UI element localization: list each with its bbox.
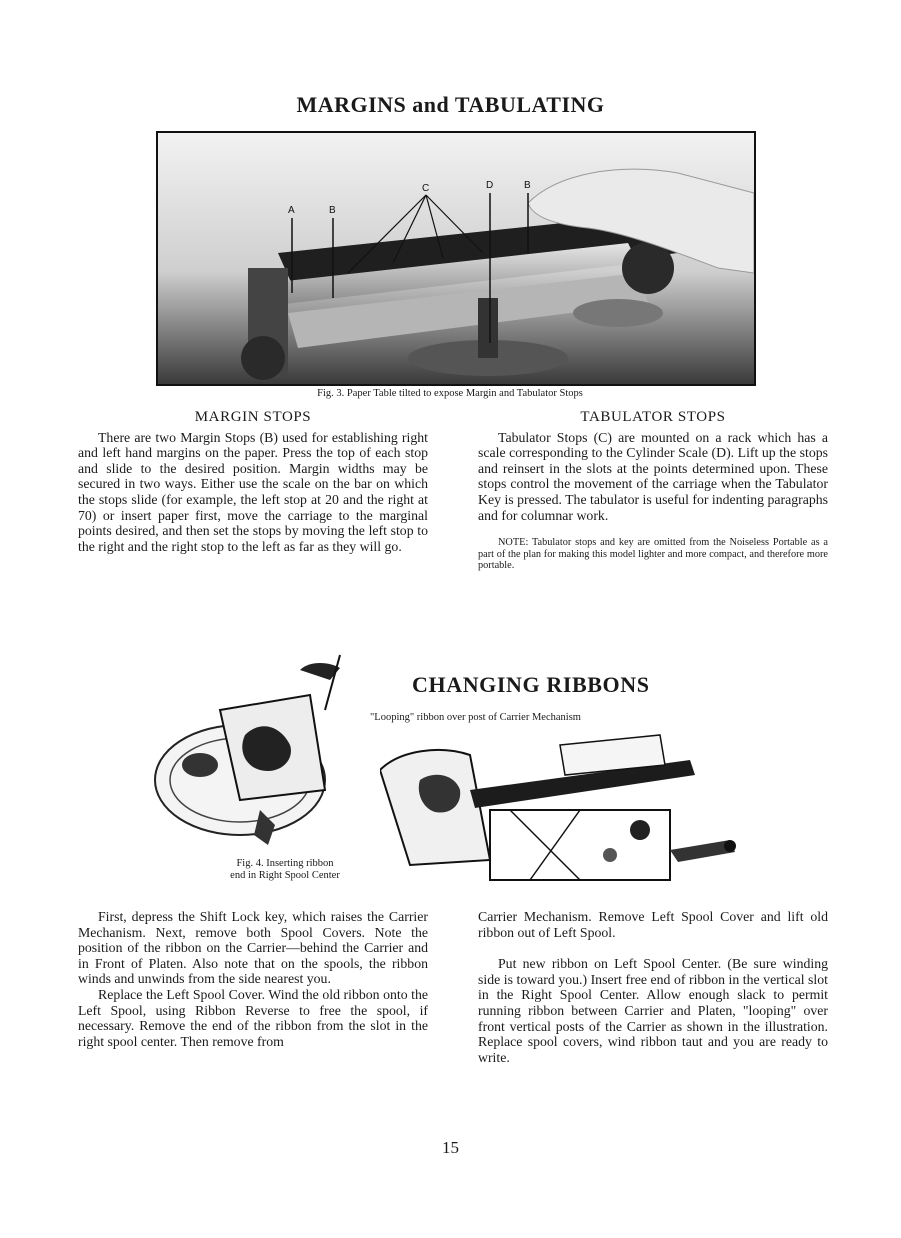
fig3-caption: Fig. 3. Paper Table tilted to expose Margin and Tabulator Stops bbox=[317, 388, 583, 399]
typewriter-photo bbox=[156, 131, 756, 386]
ribbon-left-p1: First, depress the Shift Lock key, which raises the Carrier Mechanism. Next, remove both Spool Covers. Note the position of the ribbon on the Carrier—behind the Carrier and in Front of Platen. Also note that on the spools, the ribbon winds and unwinds from the side nearest you. bbox=[78, 909, 428, 987]
margin-stops-section bbox=[78, 410, 428, 554]
ribbon-right-p2: Put new ribbon on Left Spool Center. (Be sure winding side is toward you.) Insert free end of ribbon in the vertical slot in the Right Spool Center. Allow enough slack to permit running ribbon between Carrier and Platen, "looping" over front vertical posts of the Carrier as shown in the illustration. Replace spool covers, wind ribbon taut and you are ready to write. bbox=[478, 956, 828, 1065]
tabulator-stops-section bbox=[478, 410, 828, 572]
tabulator-stops-body: Tabulator Stops (C) are mounted on a rack which has a scale corresponding to the Cylinder Scale (D). Lift up the stops and reinsert in the slots at the points determined upon. These stops control the movement of the carriage when the Tabulator Key is pressed. The tabulator is useful for indenting paragraphs and for columnar work. bbox=[478, 429, 828, 523]
label-c: C bbox=[422, 183, 430, 194]
changing-ribbons-title: CHANGING RIBBONS bbox=[412, 672, 650, 697]
fig4-caption bbox=[185, 858, 385, 882]
fig4-caption-line1: Fig. 4. Inserting ribbon bbox=[236, 858, 334, 869]
ribbon-right-p1: Carrier Mechanism. Remove Left Spool Cover and lift old ribbon out of Left Spool. bbox=[478, 909, 828, 940]
tabulator-stops-heading: TABULATOR STOPS bbox=[580, 409, 726, 425]
fig3-image bbox=[158, 133, 754, 384]
ribbon-left-column bbox=[78, 909, 428, 1049]
fig4-spool-illustration bbox=[150, 650, 380, 860]
page-number: 15 bbox=[442, 1138, 459, 1157]
tabulator-note: NOTE: Tabulator stops and key are omitted from the Noiseless Portable as a part of the plan for making this model lighter and more compact, and therefore more portable. bbox=[478, 537, 828, 572]
label-b-left: B bbox=[329, 205, 336, 216]
margin-stops-heading: MARGIN STOPS bbox=[194, 409, 312, 425]
fig4-caption-line2: end in Right Spool Center bbox=[230, 870, 340, 881]
margin-stops-body: There are two Margin Stops (B) used for establishing right and left hand margins on the paper. Press the top of each stop and slide to the desired position. Margin widths may be secured in two ways. Either use the scale on the bar on which the stops slide (for example, the left stop at 20 and the right at 70) or insert paper first, move the carriage to the marginal points desired, and then set the stops by moving the left stop to the right and the right stop to the left as far as they will go. bbox=[78, 429, 428, 554]
ribbon-right-column bbox=[478, 909, 828, 1065]
carrier-mechanism-illustration bbox=[380, 730, 760, 900]
label-a: A bbox=[288, 205, 295, 216]
ribbon-left-p2: Replace the Left Spool Cover. Wind the old ribbon onto the Left Spool, using Ribbon Reverse to free the spool, if necessary. Remove the end of the ribbon from the slot in the right spool center. Then remove from bbox=[78, 986, 428, 1049]
label-b-right: B bbox=[524, 180, 531, 191]
looping-caption: "Looping" ribbon over post of Carrier Mechanism bbox=[370, 712, 581, 723]
page-title: MARGINS and TABULATING bbox=[296, 92, 605, 117]
label-d: D bbox=[486, 180, 494, 191]
